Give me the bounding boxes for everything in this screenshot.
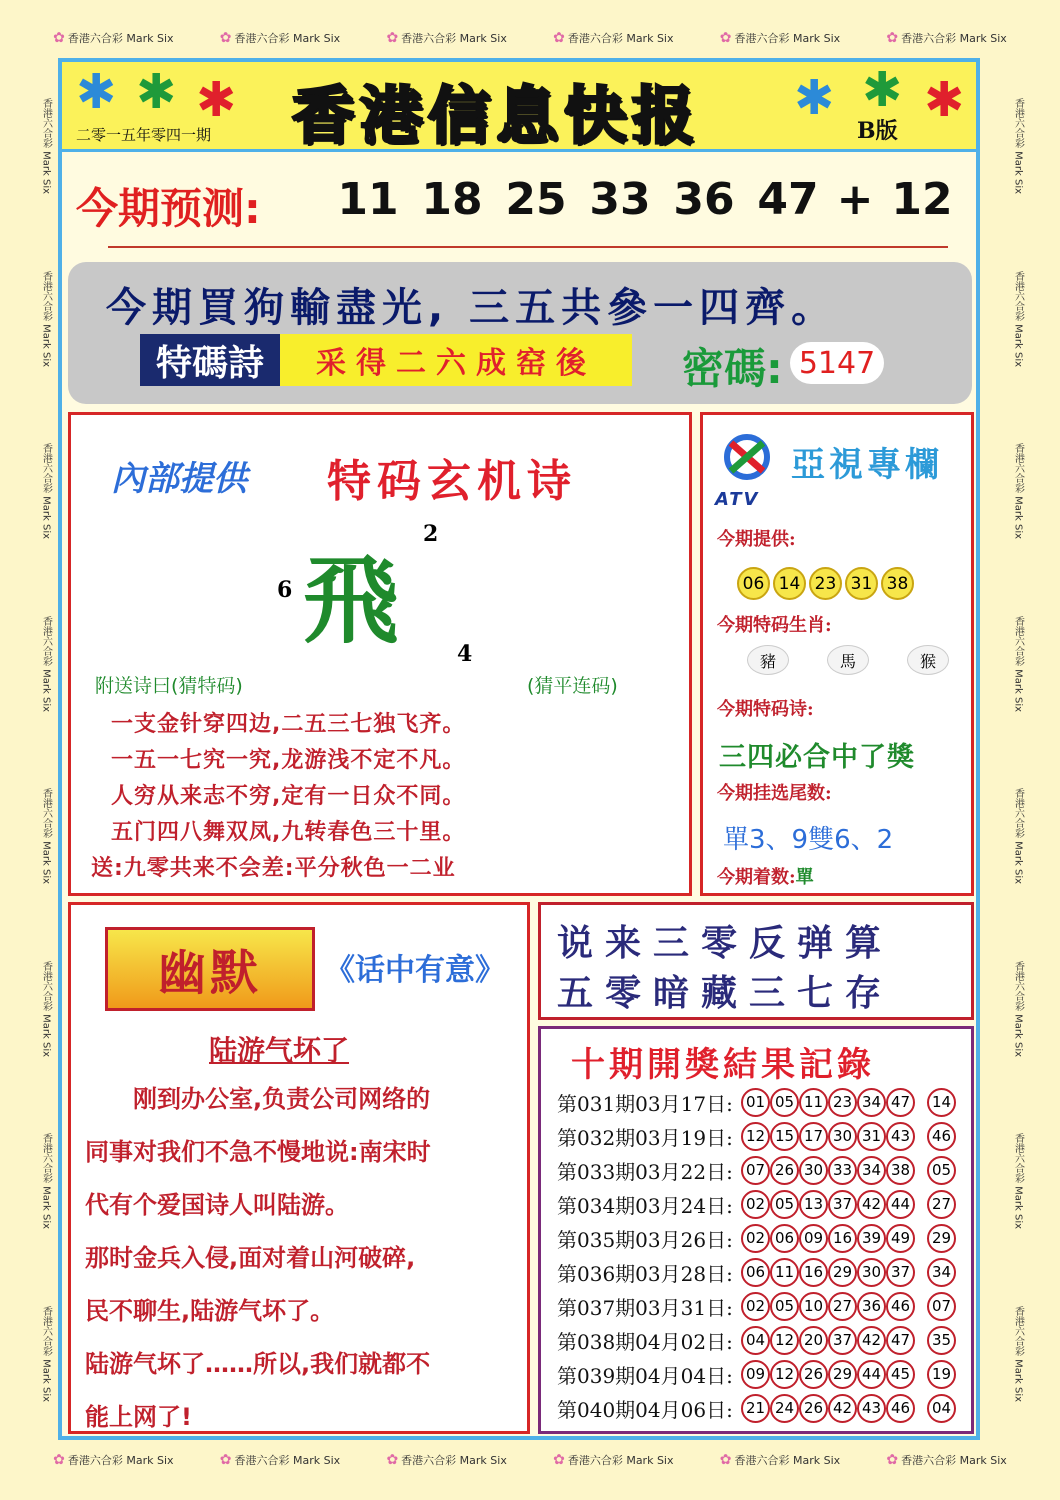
asterisk-icon: ✱ <box>136 64 177 120</box>
prediction-label: 今期预测: <box>76 184 261 233</box>
humor-badge <box>105 927 315 1011</box>
provider-label: 內部提供 <box>111 459 247 499</box>
result-number: 26 <box>770 1156 799 1185</box>
result-number: 12 <box>770 1360 799 1389</box>
flower-icon: ✿ <box>719 30 732 46</box>
asterisk-icon: ✱ <box>794 70 835 126</box>
watermark-strip-top <box>30 26 1030 50</box>
prediction-number: 18 <box>421 174 483 225</box>
number-ball: 38 <box>881 567 914 600</box>
page-title: 香港信息快报 <box>292 79 701 152</box>
asterisk-icon: ✱ <box>862 62 903 118</box>
watermark: 香港六合彩 Mark Six <box>40 960 52 1057</box>
prediction-number: 36 <box>673 174 735 225</box>
poem-label: 特碼詩 <box>140 334 280 386</box>
humor-line: 代有个爱国诗人叫陆游。 <box>85 1191 349 1219</box>
flower-icon: ✿ <box>553 1452 565 1468</box>
watermark: 香港六合彩 Mark Six <box>40 788 52 885</box>
riddle-number-left: 6 <box>277 577 293 603</box>
prediction-numbers <box>326 174 964 225</box>
poem-line: 送:九零共来不会差:平分秋色一二业 <box>91 856 456 881</box>
result-number: 01 <box>741 1088 770 1117</box>
result-number: 44 <box>886 1190 915 1219</box>
flower-icon: ✿ <box>219 1452 232 1468</box>
poem-line: 五门四八舞双凤,九转春色三十里。 <box>111 820 466 845</box>
result-number: 31 <box>857 1122 886 1151</box>
humor-title: 陆游气坏了 <box>209 1034 350 1067</box>
result-number: 30 <box>799 1156 828 1185</box>
result-number: 12 <box>741 1122 770 1151</box>
result-number: 47 <box>886 1088 915 1117</box>
results-row-label: 第036期03月28日: <box>557 1261 733 1286</box>
watermark-strip-bottom <box>30 1448 1030 1472</box>
watermark: 香港六合彩 Mark Six <box>1012 270 1024 367</box>
verse2-line: 说来三零反弹算 <box>557 922 894 964</box>
riddle-number-top: 2 <box>423 521 439 547</box>
results-row <box>557 1187 967 1221</box>
flower-icon: ✿ <box>719 1452 732 1468</box>
results-row-label: 第035期03月26日: <box>557 1227 733 1252</box>
result-special-number: 19 <box>927 1360 956 1389</box>
watermark: ✿ 香港六合彩 Mark Six <box>53 1452 174 1468</box>
poem-text: 采得二六成窑後 <box>280 334 632 386</box>
asterisk-icon: ✱ <box>924 72 965 128</box>
results-row <box>557 1289 967 1323</box>
prediction-number: 47 <box>757 174 819 225</box>
plus-sign: + <box>836 174 874 225</box>
edition-label: B版 <box>857 118 898 144</box>
watermark-strip-right <box>1006 60 1030 1440</box>
issue-number: 二零一五年零四一期 <box>76 126 212 144</box>
watermark: 香港六合彩 Mark Six <box>1012 615 1024 712</box>
results-panel <box>538 1026 974 1434</box>
result-number: 20 <box>799 1326 828 1355</box>
humor-panel <box>68 902 530 1434</box>
result-number: 06 <box>770 1224 799 1253</box>
attach-label-left: 附送诗曰(猜特码) <box>95 675 243 697</box>
riddle-number-bottom: 4 <box>457 641 473 667</box>
result-number: 37 <box>828 1190 857 1219</box>
poem-line: 一支金针穿四边,二五三七独飞齐。 <box>111 712 466 737</box>
result-number: 02 <box>741 1292 770 1321</box>
results-row-label: 第040期04月06日: <box>557 1397 733 1422</box>
number-ball: 23 <box>809 567 842 600</box>
number-ball: 14 <box>773 567 806 600</box>
result-number: 37 <box>886 1258 915 1287</box>
tail-label: 今期挂选尾数: <box>717 783 832 804</box>
result-special-number: 34 <box>927 1258 956 1287</box>
result-number: 34 <box>857 1088 886 1117</box>
result-number: 30 <box>857 1258 886 1287</box>
watermark: 香港六合彩 Mark Six <box>1012 1305 1024 1402</box>
result-number: 43 <box>857 1394 886 1423</box>
results-row-label: 第039期04月04日: <box>557 1363 733 1388</box>
verse2-panel <box>538 902 974 1020</box>
provide-label: 今期提供: <box>717 529 796 550</box>
pick-value: 單 <box>795 867 814 888</box>
results-row <box>557 1357 967 1391</box>
divider <box>108 246 948 248</box>
prediction-number: 11 <box>337 174 399 225</box>
results-row-label: 第031期03月17日: <box>557 1091 733 1116</box>
result-number: 04 <box>741 1326 770 1355</box>
attach-label-right: (猜平连码) <box>527 675 618 697</box>
result-special-number: 07 <box>927 1292 956 1321</box>
results-row <box>557 1391 967 1425</box>
result-number: 42 <box>828 1394 857 1423</box>
atv-logo-icon <box>719 429 775 485</box>
zodiac-item: 猴 <box>907 645 949 675</box>
result-number: 46 <box>886 1292 915 1321</box>
watermark: 香港六合彩 Mark Six <box>40 1133 52 1230</box>
result-number: 16 <box>799 1258 828 1287</box>
result-number: 26 <box>799 1394 828 1423</box>
results-row-label: 第037期03月31日: <box>557 1295 733 1320</box>
result-number: 30 <box>828 1122 857 1151</box>
asterisk-icon: ✱ <box>196 72 237 128</box>
number-ball: 31 <box>845 567 878 600</box>
code-label: 密碼: <box>682 344 783 393</box>
result-number: 05 <box>770 1190 799 1219</box>
result-number: 43 <box>886 1122 915 1151</box>
result-number: 06 <box>741 1258 770 1287</box>
result-number: 36 <box>857 1292 886 1321</box>
result-number: 05 <box>770 1292 799 1321</box>
humor-line: 能上网了! <box>85 1403 192 1431</box>
zodiac-list <box>747 645 949 675</box>
header <box>62 62 976 152</box>
watermark: ✿ 香港六合彩 Mark Six <box>886 30 1007 46</box>
results-title: 十期開獎結果記錄 <box>571 1045 875 1085</box>
prediction-number: 33 <box>589 174 651 225</box>
zodiac-item: 馬 <box>827 645 869 675</box>
humor-line: 同事对我们不急不慢地说:南宋时 <box>85 1138 431 1166</box>
result-number: 23 <box>828 1088 857 1117</box>
result-number: 47 <box>886 1326 915 1355</box>
result-special-number: 05 <box>927 1156 956 1185</box>
results-row-label: 第038期04月02日: <box>557 1329 733 1354</box>
prediction-row <box>68 158 968 253</box>
watermark: 香港六合彩 Mark Six <box>40 443 52 540</box>
flower-icon: ✿ <box>886 1452 899 1468</box>
result-special-number: 35 <box>927 1326 956 1355</box>
code-value: 5147 <box>790 342 884 384</box>
result-number: 05 <box>770 1088 799 1117</box>
result-number: 10 <box>799 1292 828 1321</box>
humor-line: 民不聊生,陆游气坏了。 <box>85 1297 335 1325</box>
flower-icon: ✿ <box>53 1452 65 1468</box>
result-number: 07 <box>741 1156 770 1185</box>
riddle-character: 飛 <box>303 544 399 657</box>
atv-logo-text: ATV <box>715 489 760 510</box>
watermark: ✿ 香港六合彩 Mark Six <box>53 30 174 46</box>
result-number: 02 <box>741 1224 770 1253</box>
watermark: ✿ 香港六合彩 Mark Six <box>719 30 841 46</box>
watermark: 香港六合彩 Mark Six <box>40 270 52 367</box>
result-special-number: 29 <box>927 1224 956 1253</box>
flower-icon: ✿ <box>53 30 65 46</box>
prediction-special: 12 <box>891 174 953 225</box>
zodiac-label: 今期特码生肖: <box>717 615 832 636</box>
results-row-label: 第034期03月24日: <box>557 1193 733 1218</box>
poem-line: 一五一七究一究,龙游浅不定不凡。 <box>111 748 466 773</box>
watermark: ✿ 香港六合彩 Mark Six <box>219 1452 341 1468</box>
flower-icon: ✿ <box>219 30 232 46</box>
verse-panel <box>68 262 972 404</box>
watermark: 香港六合彩 Mark Six <box>40 1305 52 1402</box>
result-number: 42 <box>857 1326 886 1355</box>
poem-line: 人穷从来志不穷,定有一日众不同。 <box>111 784 466 809</box>
atv-panel <box>700 412 974 896</box>
watermark: ✿ 香港六合彩 Mark Six <box>386 30 507 46</box>
result-number: 12 <box>770 1326 799 1355</box>
watermark: ✿ 香港六合彩 Mark Six <box>386 1452 507 1468</box>
result-number: 16 <box>828 1224 857 1253</box>
result-number: 46 <box>886 1394 915 1423</box>
result-number: 24 <box>770 1394 799 1423</box>
result-number: 29 <box>828 1360 857 1389</box>
provide-numbers <box>737 567 914 600</box>
atv-poem-label: 今期特码诗: <box>717 699 814 720</box>
result-number: 17 <box>799 1122 828 1151</box>
results-row <box>557 1323 967 1357</box>
watermark: ✿ 香港六合彩 Mark Six <box>219 30 341 46</box>
pick-label: 今期着数: <box>717 867 796 888</box>
result-number: 09 <box>741 1360 770 1389</box>
flower-icon: ✿ <box>886 30 899 46</box>
page-frame <box>58 58 980 1440</box>
prediction-number: 25 <box>505 174 567 225</box>
number-ball: 06 <box>737 567 770 600</box>
result-number: 49 <box>886 1224 915 1253</box>
result-number: 13 <box>799 1190 828 1219</box>
result-number: 38 <box>886 1156 915 1185</box>
result-number: 34 <box>857 1156 886 1185</box>
result-special-number: 27 <box>927 1190 956 1219</box>
verse-text: 今期買狗輸盡光, 三五共參一四齊。 <box>106 285 838 331</box>
atv-poem: 三四必合中了獎 <box>719 742 915 773</box>
verse2-line: 五零暗藏三七存 <box>557 972 894 1014</box>
humor-badge-text: 幽默 <box>157 945 262 1001</box>
results-row-label: 第032期03月19日: <box>557 1125 733 1150</box>
results-row <box>557 1119 967 1153</box>
atv-title: 亞視專欄 <box>791 445 943 485</box>
watermark: 香港六合彩 Mark Six <box>40 615 52 712</box>
poem-title: 特码玄机诗 <box>327 456 577 507</box>
watermark: 香港六合彩 Mark Six <box>40 98 52 195</box>
result-number: 42 <box>857 1190 886 1219</box>
result-number: 44 <box>857 1360 886 1389</box>
watermark: 香港六合彩 Mark Six <box>1012 960 1024 1057</box>
humor-line: 刚到办公室,负责公司网络的 <box>133 1085 431 1113</box>
pick-row <box>717 863 814 889</box>
result-number: 39 <box>857 1224 886 1253</box>
flower-icon: ✿ <box>386 1452 399 1468</box>
result-number: 33 <box>828 1156 857 1185</box>
watermark: 香港六合彩 Mark Six <box>1012 1133 1024 1230</box>
results-row <box>557 1221 967 1255</box>
result-special-number: 46 <box>927 1122 956 1151</box>
result-number: 11 <box>770 1258 799 1287</box>
result-number: 09 <box>799 1224 828 1253</box>
result-number: 45 <box>886 1360 915 1389</box>
result-number: 37 <box>828 1326 857 1355</box>
results-row-label: 第033期03月22日: <box>557 1159 733 1184</box>
humor-line: 那时金兵入侵,面对着山河破碎, <box>85 1244 416 1272</box>
results-table <box>557 1085 967 1425</box>
results-row <box>557 1255 967 1289</box>
watermark: 香港六合彩 Mark Six <box>1012 788 1024 885</box>
asterisk-icon: ✱ <box>76 64 117 120</box>
poem-panel <box>68 412 692 896</box>
humor-line: 陆游气坏了……所以,我们就都不 <box>85 1350 431 1378</box>
result-number: 11 <box>799 1088 828 1117</box>
poem-lines <box>91 707 671 887</box>
result-number: 15 <box>770 1122 799 1151</box>
result-number: 02 <box>741 1190 770 1219</box>
tail-values: 單3、9雙6、2 <box>723 825 894 855</box>
watermark: ✿ 香港六合彩 Mark Six <box>553 1452 674 1468</box>
humor-subtitle: 《话中有意》 <box>325 953 505 988</box>
humor-body <box>85 1079 519 1450</box>
results-row <box>557 1085 967 1119</box>
flower-icon: ✿ <box>386 30 399 46</box>
result-number: 26 <box>799 1360 828 1389</box>
watermark-strip-left <box>34 60 58 1440</box>
results-row <box>557 1153 967 1187</box>
watermark: 香港六合彩 Mark Six <box>1012 98 1024 195</box>
watermark: ✿ 香港六合彩 Mark Six <box>886 1452 1007 1468</box>
result-number: 27 <box>828 1292 857 1321</box>
result-special-number: 14 <box>927 1088 956 1117</box>
flower-icon: ✿ <box>553 30 565 46</box>
watermark: ✿ 香港六合彩 Mark Six <box>553 30 674 46</box>
result-special-number: 04 <box>927 1394 956 1423</box>
watermark: 香港六合彩 Mark Six <box>1012 443 1024 540</box>
zodiac-item: 豬 <box>747 645 789 675</box>
result-number: 21 <box>741 1394 770 1423</box>
result-number: 29 <box>828 1258 857 1287</box>
watermark: ✿ 香港六合彩 Mark Six <box>719 1452 841 1468</box>
